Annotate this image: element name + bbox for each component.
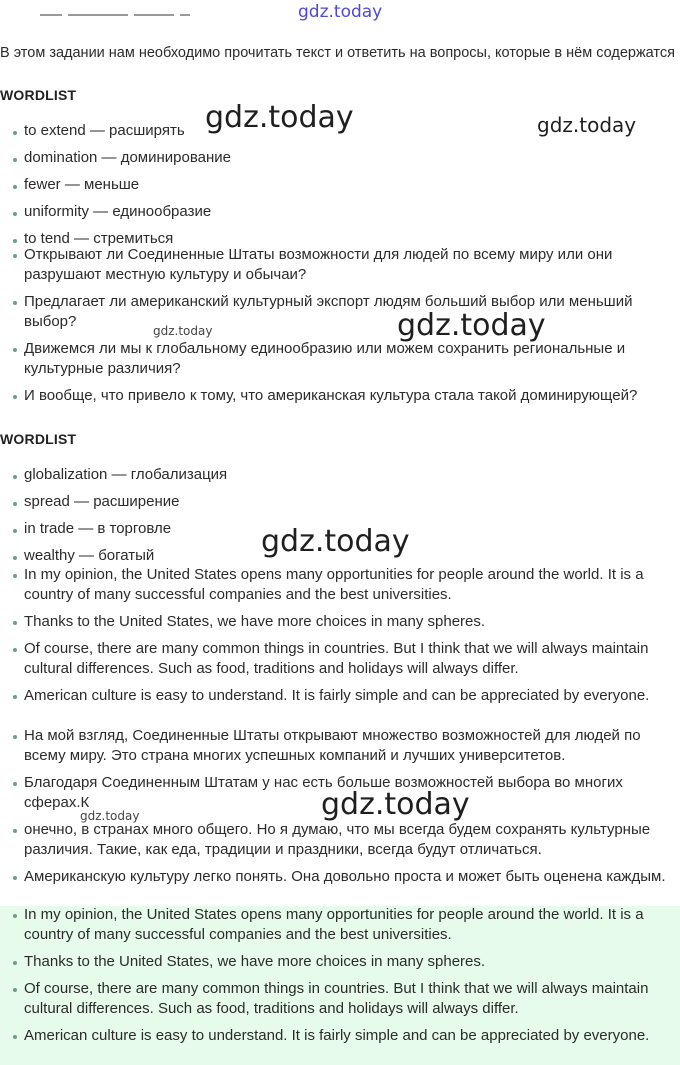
list-item: На мой взгляд, Соединенные Штаты открывают множество возможностей для людей по всему миру. Это страна многих успешных компаний и лучших университетов.: [0, 726, 680, 766]
answers-russian: [0, 726, 680, 906]
wordlist-1: [0, 121, 660, 246]
list-item: fewer — меньше: [0, 175, 660, 202]
list-item: spread — расширение: [0, 492, 660, 519]
list-item: И вообще, что привело к тому, что американская культура стала такой доминирующей?: [0, 386, 672, 406]
watermark: gdz.today: [537, 113, 637, 137]
list-item: American culture is easy to understand. It is fairly simple and can be appreciated by everyone.: [0, 1026, 680, 1046]
list-item: uniformity — единообразие: [0, 202, 660, 229]
list-item: Открывают ли Соединенные Штаты возможности для людей по всему миру или они разрушают местную культуру и обычаи?: [0, 245, 672, 285]
list-item: to extend — расширять: [0, 121, 660, 148]
list-item: Thanks to the United States, we have more choices in many spheres.: [0, 952, 680, 972]
list-item: Of course, there are many common things in countries. But I think that we will always maintain cultural differences. Such as food, traditions and holidays will always differ.: [0, 639, 680, 679]
watermark: gdz.today: [80, 809, 140, 823]
list-item: to tend — стремиться: [0, 229, 660, 246]
list-item: Движемся ли мы к глобальному единообразию или можем сохранить региональные и культурные различия?: [0, 339, 672, 379]
list-item: globalization — глобализация: [0, 465, 660, 492]
list-item: in trade — в торговле: [0, 519, 660, 546]
list-item: American culture is easy to understand. It is fairly simple and can be appreciated by everyone.: [0, 686, 680, 706]
list-item: Of course, there are many common things in countries. But I think that we will always maintain cultural differences. Such as food, traditions and holidays will always differ.: [0, 979, 680, 1019]
watermark: gdz.today: [261, 524, 410, 559]
wordlist-heading: WORDLIST: [0, 431, 77, 447]
list-item: онечно, в странах много общего. Но я думаю, что мы всегда будем сохранять культурные различия. Такие, как еда, традиции и праздники, всегда будут отличаться.: [0, 820, 680, 860]
list-item: In my opinion, the United States opens many opportunities for people around the world. It is a country of many successful companies and the best universities.: [0, 565, 680, 605]
answers-english-highlighted: [0, 905, 680, 1065]
list-item: domination — доминирование: [0, 148, 660, 175]
watermark: gdz.today: [321, 787, 470, 822]
intro-text: В этом задании нам необходимо прочитать текст и ответить на вопросы, которые в нём содержатся: [0, 45, 675, 61]
list-item: Thanks to the United States, we have more choices in many spheres.: [0, 612, 680, 632]
wordlist-2: [0, 465, 660, 566]
cropped-top-text: [40, 14, 200, 22]
wordlist-heading: WORDLIST: [0, 87, 77, 103]
list-item: In my opinion, the United States opens many opportunities for people around the world. It is a country of many successful companies and the best universities.: [0, 905, 680, 945]
questions-list: [0, 245, 672, 413]
list-item: Американскую культуру легко понять. Она довольно проста и может быть оценена каждым.: [0, 867, 680, 887]
list-item: wealthy — богатый: [0, 546, 660, 566]
answers-english: [0, 565, 680, 727]
watermark: gdz.today: [153, 324, 213, 338]
watermark: gdz.today: [397, 308, 546, 343]
watermark: gdz.today: [205, 100, 354, 135]
watermark-top: gdz.today: [298, 2, 383, 22]
list-item: Предлагает ли американский культурный экспорт людям больший выбор или меньший выбор?: [0, 292, 672, 332]
list-item: Благодаря Соединенным Штатам у нас есть больше возможностей выбора во многих сферах.К: [0, 773, 680, 813]
